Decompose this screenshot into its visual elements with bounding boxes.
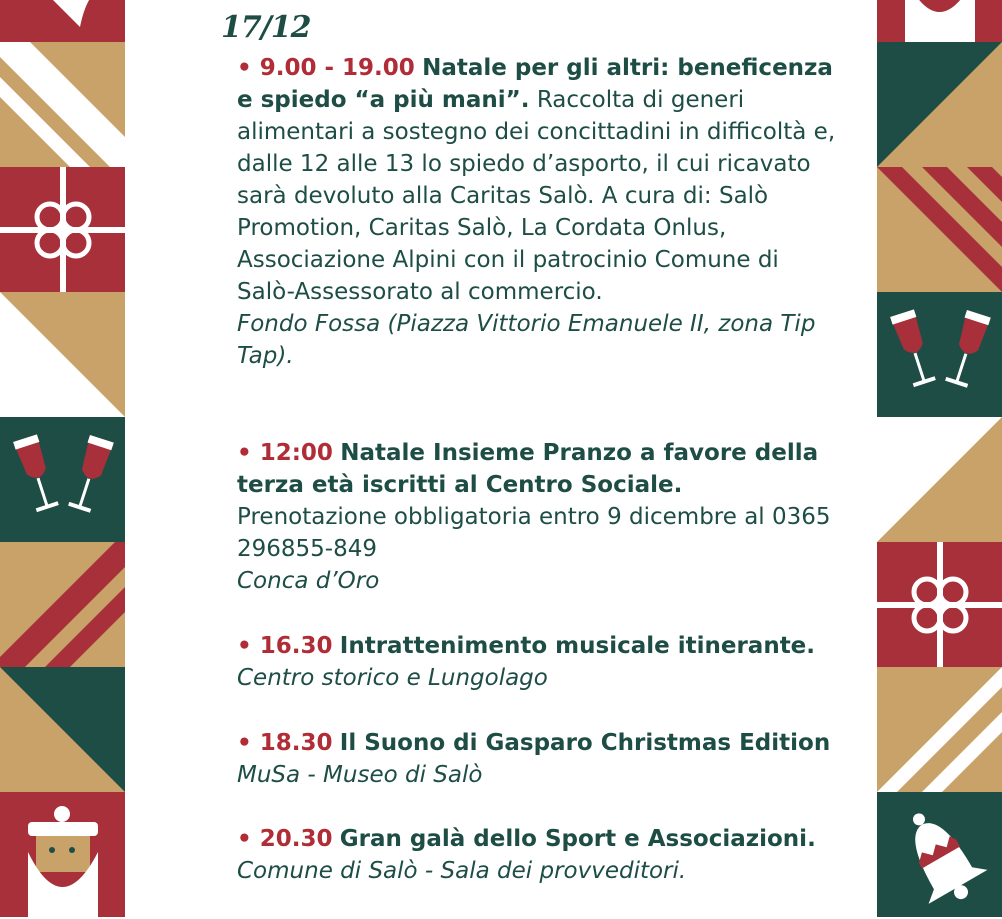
- event-entry: [237, 727, 837, 791]
- gift-icon: [0, 167, 125, 292]
- event-title: Intrattenimento musicale itinerante.: [339, 633, 816, 659]
- event-description: Raccolta di generi alimentari a sostegno dei concittadini in difficoltà e, dalle 12 alle 13 lo spiedo d’asporto, il cui ricavato sarà devoluto alla Caritas Salò. A cura di: Salò Promotion, Caritas Salò, La Cordata Onlus, Associazione Alpini con il patrocinio Comune di Salò-Assessorato al commercio.: [237, 87, 836, 305]
- wine-glasses-icon: [877, 292, 1002, 417]
- gift-icon: [877, 542, 1002, 667]
- diagonal-stripes-tile: [877, 667, 1002, 792]
- event-location: MuSa - Museo di Salò: [237, 762, 483, 788]
- santa-icon: [877, 0, 1002, 42]
- event-time: • 18.30: [237, 730, 333, 756]
- triangles-tile: [0, 292, 125, 417]
- triangles-tile: [877, 417, 1002, 542]
- event-time: • 16.30: [237, 633, 333, 659]
- schedule-page: [125, 0, 877, 919]
- event-location: Comune di Salò - Sala dei provveditori.: [237, 858, 687, 884]
- bell-icon: [0, 0, 125, 42]
- event-location: Conca d’Oro: [237, 568, 380, 594]
- diagonal-stripes-tile: [877, 167, 1002, 292]
- event-title: Gran galà dello Sport e Associazioni.: [339, 826, 816, 852]
- triangles-tile: [0, 667, 125, 792]
- event-date: 17/12: [221, 10, 311, 45]
- event-time: • 12:00: [237, 440, 333, 466]
- diagonal-stripes-tile: [0, 542, 125, 667]
- event-title: Natale Insieme Pranzo a favore della terza età iscritti al Centro Sociale.: [237, 440, 819, 498]
- event-description: Prenotazione obbligatoria entro 9 dicembre al 0365 296855-849: [237, 504, 831, 562]
- wine-glasses-icon: [0, 417, 125, 542]
- event-entry: [237, 823, 837, 887]
- event-time: • 9.00 - 19.00: [237, 55, 415, 81]
- event-entry: [237, 630, 837, 694]
- event-entry: [237, 52, 837, 372]
- event-location: Fondo Fossa (Piazza Vittorio Emanuele II, zona Tip Tap).: [237, 311, 816, 369]
- event-time: • 20.30: [237, 826, 333, 852]
- bell-icon: [877, 792, 1002, 917]
- event-title: Natale per gli altri: beneficenza e spiedo “a più mani”.: [237, 55, 833, 113]
- event-entry: [237, 437, 837, 597]
- right-border: [877, 0, 1002, 919]
- triangles-tile: [877, 42, 1002, 167]
- event-location: Centro storico e Lungolago: [237, 665, 548, 691]
- diagonal-stripes-tile: [0, 42, 125, 167]
- event-title: Il Suono di Gasparo Christmas Edition: [339, 730, 831, 756]
- santa-icon: [0, 792, 125, 917]
- left-border: [0, 0, 125, 919]
